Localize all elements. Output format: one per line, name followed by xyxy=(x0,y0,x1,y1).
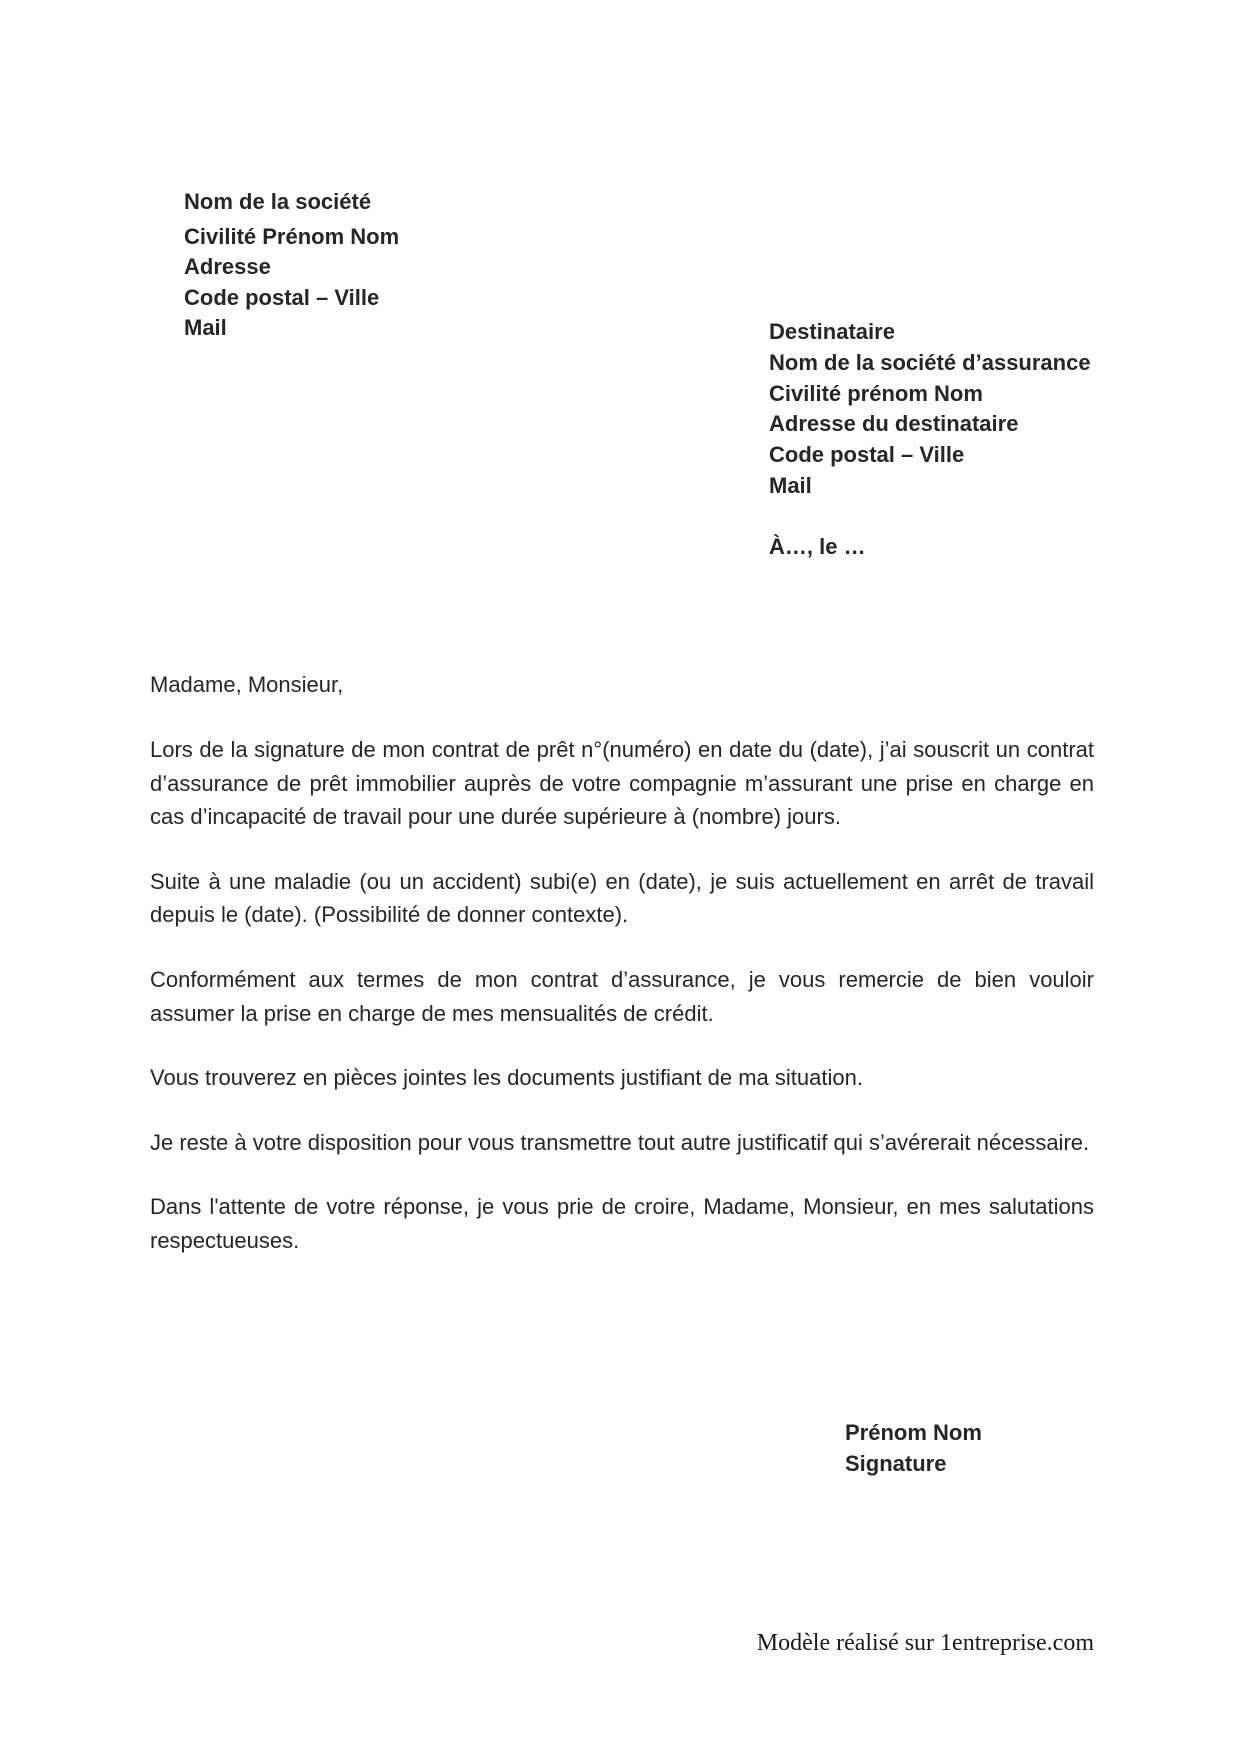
signature-label: Signature xyxy=(845,1450,947,1476)
paragraph-request: Conformément aux termes de mon contrat d’assurance, je vous remercie de bien vouloir assumer la prise en charge de mes mensualités de crédit. xyxy=(150,966,1094,1026)
recipient-name: Civilité prénom Nom xyxy=(769,380,983,406)
recipient-address: Adresse du destinataire xyxy=(769,411,1019,437)
sender-city: Code postal – Ville xyxy=(184,284,380,310)
recipient-block xyxy=(769,317,1189,563)
paragraph-loan-contract: Lors de la signature de mon contrat de prêt n°(numéro) en date du (date), j’ai souscrit un contrat d’assurance de prêt immobilier auprès de votre compagnie m’assurant une prise en charge en cas d’incapacité de travail pour une durée supérieure à (nombre) jours. xyxy=(150,737,1094,830)
footer-credit: Modèle réalisé sur 1entreprise.com xyxy=(756,1630,1094,1656)
salutation: Madame, Monsieur, xyxy=(150,672,344,697)
recipient-city: Code postal – Ville xyxy=(769,442,965,468)
sender-name: Civilité Prénom Nom xyxy=(184,223,400,249)
sender-address: Adresse xyxy=(184,254,271,279)
signature-name: Prénom Nom xyxy=(845,1420,982,1445)
paragraph-availability: Je reste à votre disposition pour vous transmettre tout autre justificatif qui s’avérerait nécessaire. xyxy=(150,1129,1090,1155)
paragraph-closing: Dans l'attente de votre réponse, je vous prie de croire, Madame, Monsieur, en mes salutations respectueuses. xyxy=(150,1194,1094,1253)
letter-body xyxy=(150,668,1094,1289)
sender-mail: Mail xyxy=(184,315,227,340)
sender-company: Nom de la société xyxy=(184,189,372,214)
recipient-mail: Mail xyxy=(769,472,812,498)
recipient-company: Nom de la société d’assurance xyxy=(769,349,1091,375)
paragraph-sick-leave: Suite à une maladie (ou un accident) subi(e) en (date), je suis actuellement en arrêt de travail depuis le (date). (Possibilité de donner contexte). xyxy=(150,868,1094,928)
signature-block xyxy=(845,1418,1145,1479)
paragraph-attachments: Vous trouverez en pièces jointes les documents justifiant de ma situation. xyxy=(150,1065,863,1091)
place-date: À…, le … xyxy=(769,533,866,559)
sender-block xyxy=(184,187,604,344)
recipient-label: Destinataire xyxy=(769,319,895,344)
